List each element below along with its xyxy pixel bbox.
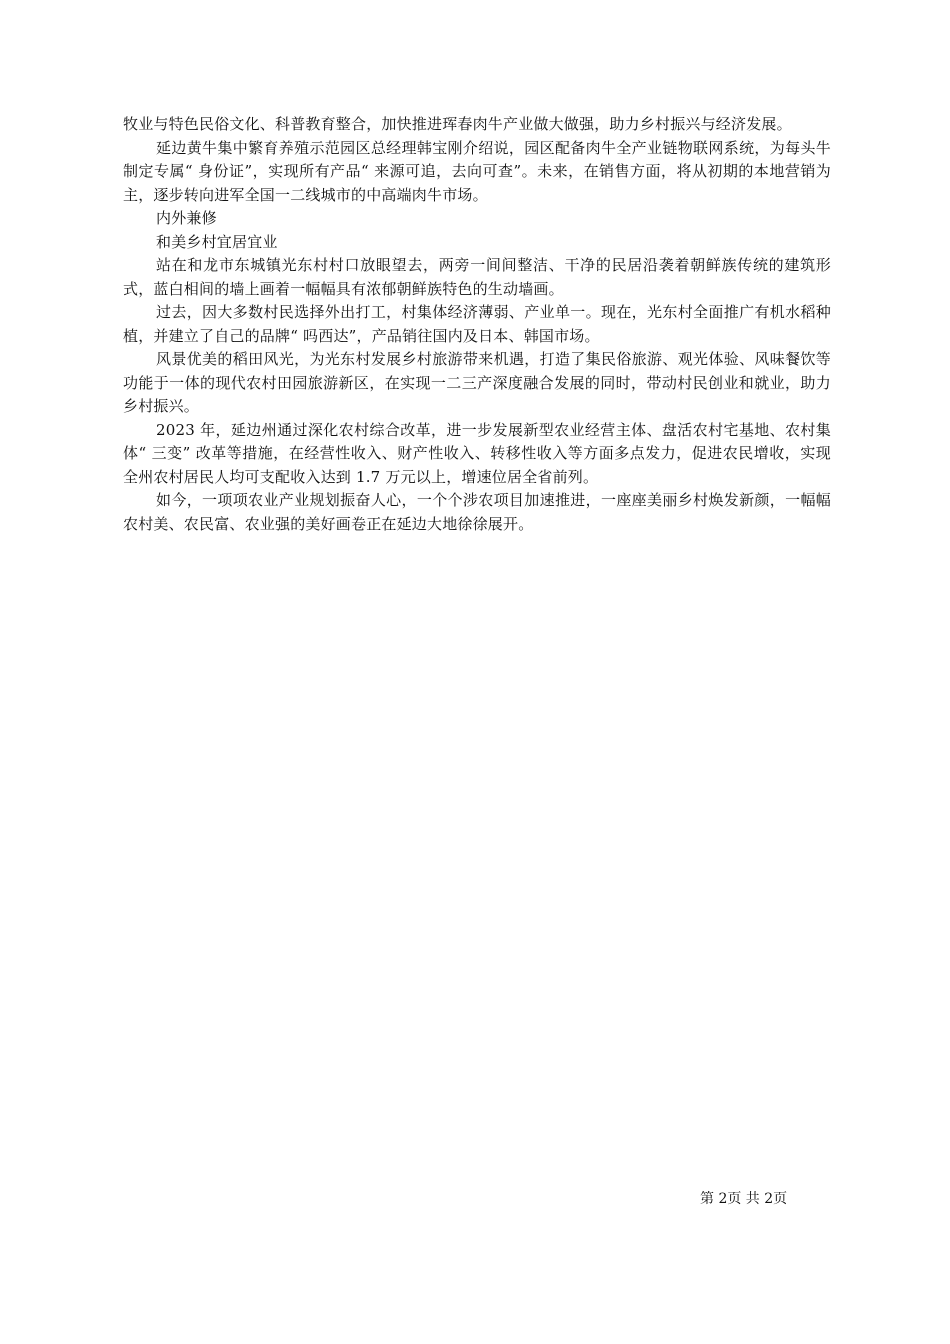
paragraph-village-past: 过去，因大多数村民选择外出打工，村集体经济薄弱、产业单一。现在，光东村全面推广有机水稻种植，并建立了自己的品牌“ 吗西达”，产品销往国内及日本、韩国市场。 [123,303,831,345]
paragraph-2023-reform: 2023 年，延边州通过深化农村综合改革，进一步发展新型农业经营主体、盘活农村宅基地、农村集体“ 三变” 改革等措施，在经营性收入、财产性收入、转移性收入等方面多点发力，促进农民增收，实现全州农村居民人均可支配收入达到 1.7 万元以上，增速位居全省前列。 [123,420,831,486]
article-body [123,113,831,536]
paragraph-village-view: 站在和龙市东城镇光东村村口放眼望去，两旁一间间整洁、干净的民居沿袭着朝鲜族传统的建筑形式，蓝白相间的墙上画着一幅幅具有浓郁朝鲜族特色的生动墙画。 [123,256,831,298]
paragraph-continuation: 牧业与特色民俗文化、科普教育整合，加快推进珲春肉牛产业做大做强，助力乡村振兴与经济发展。 [123,115,792,133]
section-heading-line-2: 和美乡村宜居宜业 [156,232,278,251]
page-number-footer: 第 2页 共 2页 [700,1191,788,1207]
paragraph-rural-tourism: 风景优美的稻田风光，为光东村发展乡村旅游带来机遇，打造了集民俗旅游、观光体验、风味餐饮等功能于一体的现代农村田园旅游新区，在实现一二三产深度融合发展的同时，带动村民创业和就业，助力乡村振兴。 [123,350,831,415]
paragraph-conclusion: 如今，一项项农业产业规划振奋人心，一个个涉农项目加速推进，一座座美丽乡村焕发新颜，一幅幅农村美、农民富、农业强的美好画卷正在延边大地徐徐展开。 [123,491,831,533]
section-heading-line-1: 内外兼修 [156,209,217,227]
paragraph-park-manager: 延边黄牛集中繁育养殖示范园区总经理韩宝刚介绍说，园区配备肉牛全产业链物联网系统，为每头牛制定专属“ 身份证”，实现所有产品“ 来源可追，去向可查”。未来，在销售方面，将从初期的本地营销为主，逐步转向进军全国一二线城市的中高端肉牛市场。 [123,138,831,204]
